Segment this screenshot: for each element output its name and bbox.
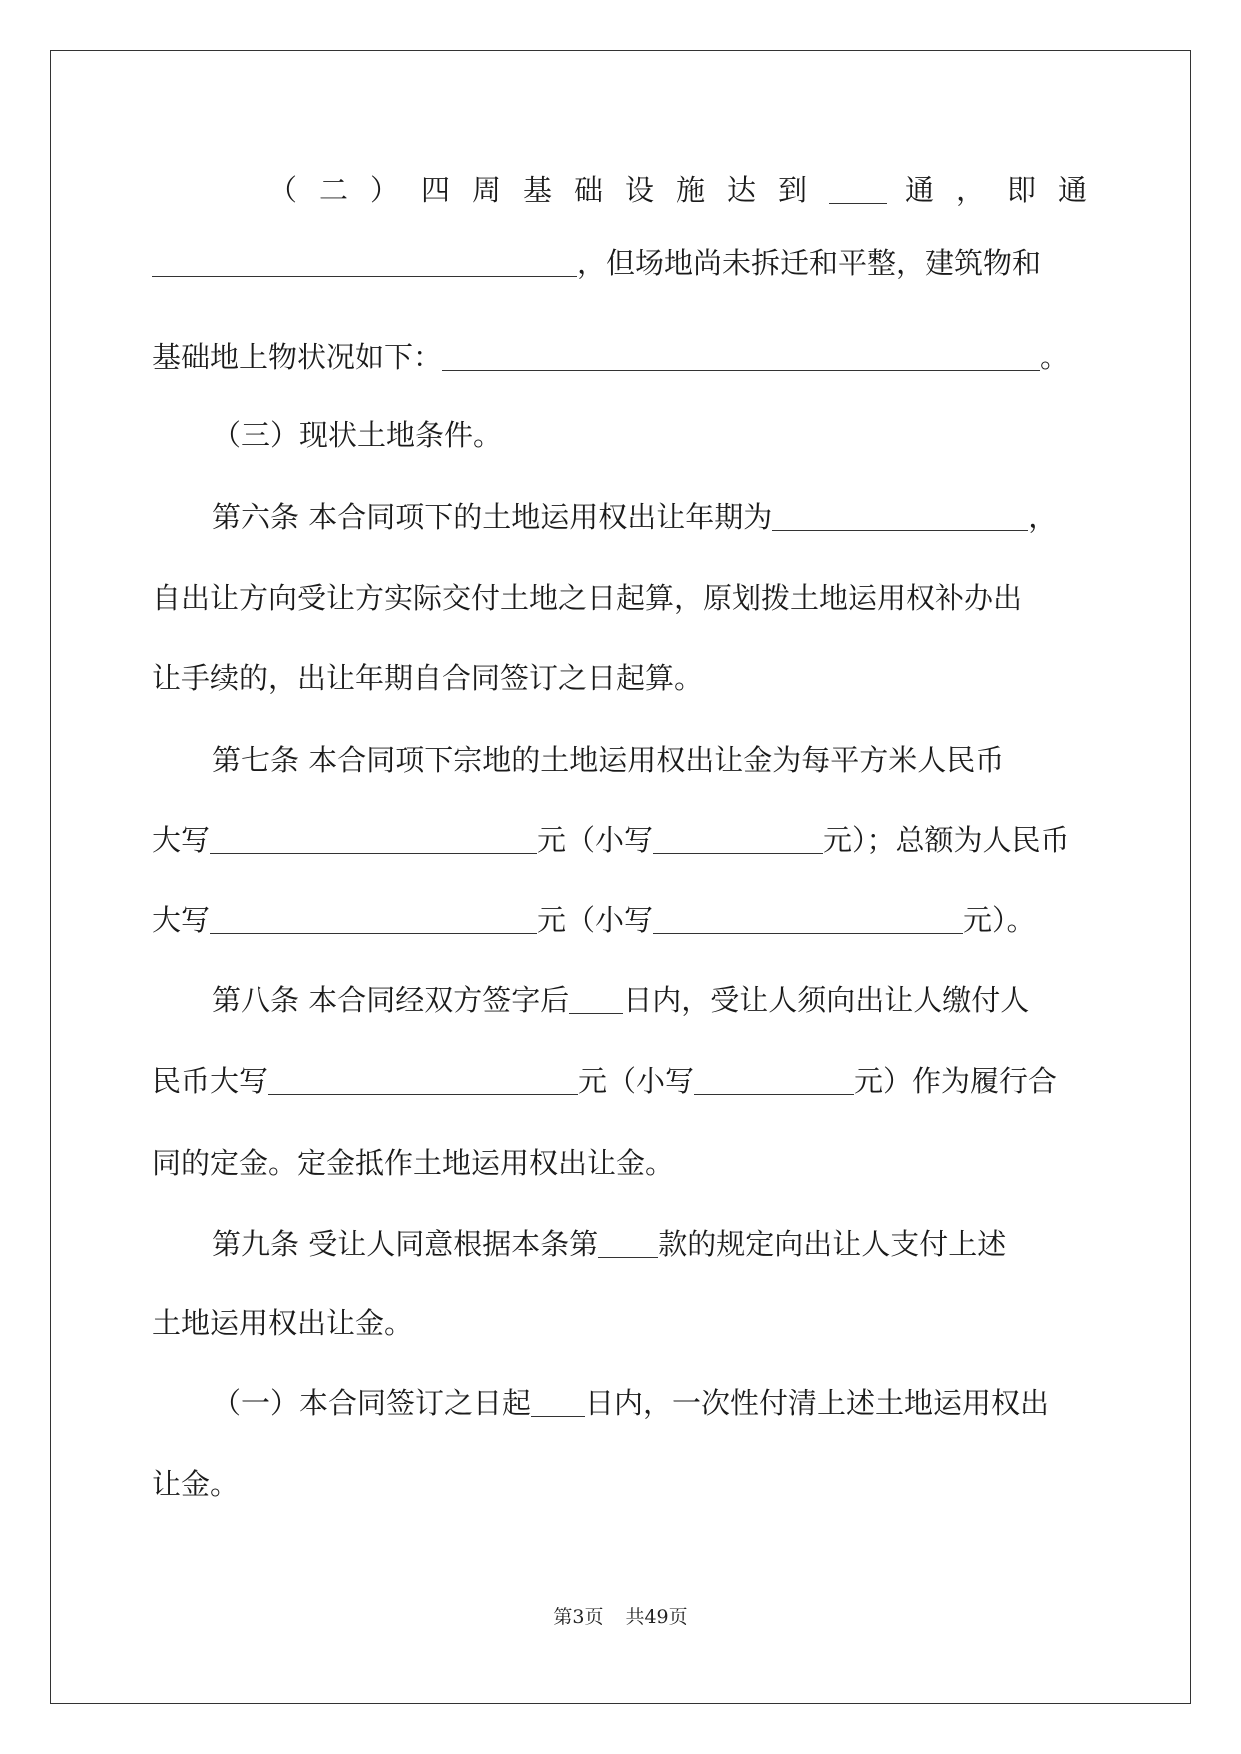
article-7-l3-c: 元）。	[963, 903, 1036, 937]
clause-5-2-line-3	[152, 337, 1069, 377]
article-7-line-1-text: 第七条 本合同项下宗地的土地运用权出让金为每平方米人民币	[212, 743, 1005, 777]
clause-5-3-text: （三）现状土地条件。	[212, 418, 503, 452]
clause-9-1-line-2	[152, 1464, 239, 1504]
article-8-l2-a: 民币大写	[152, 1064, 269, 1098]
clause-9-1-l1-a: （一）本合同签订之日起	[212, 1386, 532, 1420]
blank-field[interactable]	[152, 248, 577, 277]
blank-field[interactable]	[569, 985, 623, 1014]
article-9-line-2-text: 土地运用权出让金。	[152, 1306, 414, 1340]
blank-field[interactable]	[268, 1066, 578, 1095]
blank-field[interactable]	[829, 175, 887, 204]
blank-field[interactable]	[210, 905, 537, 934]
article-7-line-2	[152, 820, 1070, 860]
article-6-line-3-text: 让手续的，出让年期自合同签订之日起算。	[152, 661, 704, 695]
blank-field[interactable]	[653, 825, 823, 854]
article-7-l2-b: 元（小写	[537, 823, 654, 857]
article-6-line-2-text: 自出让方向受让方实际交付土地之日起算，原划拨土地运用权补办出	[152, 581, 1023, 615]
article-7-l2-c: 元）；总额为人民币	[823, 823, 1070, 857]
article-6-line-1	[212, 497, 1057, 537]
article-9-line-1	[212, 1224, 1006, 1264]
article-7-l2-a: 大写	[152, 823, 211, 857]
article-8-line-3-text: 同的定金。定金抵作土地运用权出让金。	[152, 1146, 675, 1180]
page-footer	[0, 1605, 1241, 1629]
page-total: 共49页	[625, 1606, 688, 1628]
blank-field[interactable]	[653, 905, 963, 934]
article-7-line-1	[212, 740, 1004, 780]
article-8-l1-b: 日内，受让人须向出让人缴付人	[623, 983, 1030, 1017]
blank-field[interactable]	[210, 825, 537, 854]
article-9-l1-b: 款的规定向出让人支付上述	[658, 1227, 1007, 1261]
blank-field[interactable]	[531, 1388, 585, 1417]
article-6-text-b: ，	[1028, 500, 1058, 534]
article-6-line-3	[152, 658, 703, 698]
article-7-l3-a: 大写	[152, 903, 211, 937]
article-8-line-3	[152, 1143, 674, 1183]
clause-5-2-label: （二）	[268, 173, 422, 207]
page-border	[50, 50, 1191, 1704]
article-8-l1-a: 第八条 本合同经双方签字后	[212, 983, 570, 1017]
article-8-line-2	[152, 1061, 1057, 1101]
clause-9-1-line-2-text: 让金。	[152, 1467, 240, 1501]
article-6-line-2	[152, 578, 1022, 618]
clause-5-2-line-2	[152, 243, 1041, 283]
blank-field[interactable]	[442, 342, 1040, 371]
article-6-text-a: 第六条 本合同项下的土地运用权出让年期为	[212, 500, 773, 534]
blank-field[interactable]	[694, 1066, 854, 1095]
clause-5-3	[212, 415, 502, 455]
article-9-line-2	[152, 1303, 413, 1343]
clause-5-2-text-a: 四周基础设施达到	[421, 173, 830, 207]
page-number: 第3页	[553, 1606, 604, 1628]
clause-5-2-text-b: 通，即通	[905, 173, 1110, 207]
clause-5-2-line-1	[268, 170, 1109, 210]
article-8-l2-b: 元（小写	[578, 1064, 695, 1098]
clause-5-2-text-c: ，但场地尚未拆迁和平整，建筑物和	[577, 246, 1042, 280]
clause-5-2-text-e: 。	[1040, 340, 1070, 374]
article-8-l2-c: 元）作为履行合	[854, 1064, 1058, 1098]
article-8-line-1	[212, 980, 1029, 1020]
clause-9-1-line-1	[212, 1383, 1049, 1423]
clause-5-2-text-d: 基础地上物状况如下：	[152, 340, 443, 374]
article-9-l1-a: 第九条 受让人同意根据本条第	[212, 1227, 599, 1261]
clause-9-1-l1-b: 日内，一次性付清上述土地运用权出	[585, 1386, 1050, 1420]
article-7-line-3	[152, 900, 1036, 940]
article-7-l3-b: 元（小写	[537, 903, 654, 937]
blank-field[interactable]	[598, 1229, 658, 1258]
blank-field[interactable]	[772, 502, 1028, 531]
